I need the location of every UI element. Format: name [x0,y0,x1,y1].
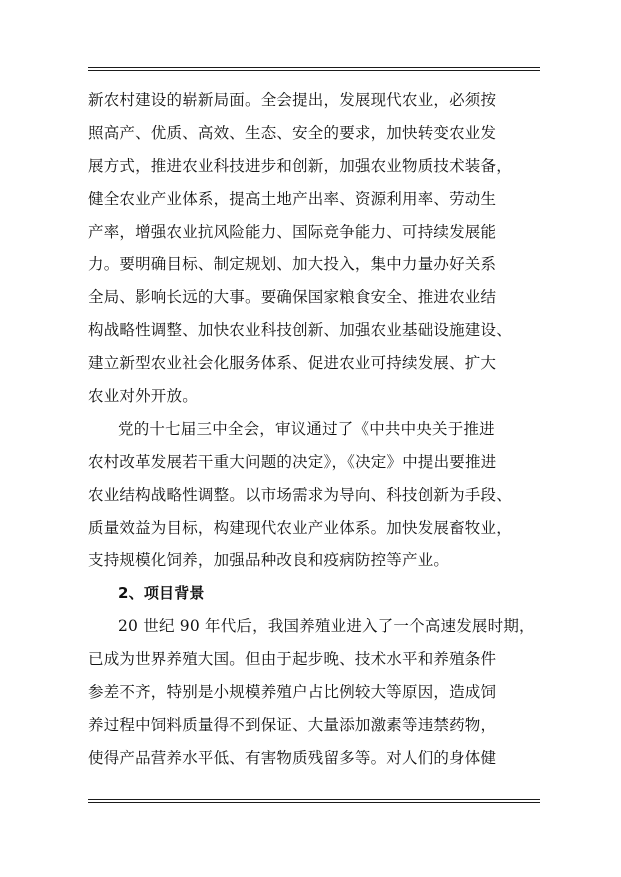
paragraph-line: 使得产品营养水平低、有害物质残留多等。对人们的身体健 [88,748,497,767]
paragraph-line: 农业结构战略性调整。以市场需求为导向、科技创新为手段、 [88,485,512,504]
paragraph-line: 养过程中饲料质量得不到保证、大量添加激素等违禁药物， [88,715,497,734]
paragraph-line: 参差不齐，特别是小规模养殖户占比例较大等原因，造成饲 [88,683,497,702]
paragraph-line: 已成为世界养殖大国。但由于起步晚、技术水平和养殖条件 [88,650,497,669]
paragraph-line: 健全农业产业体系，提高土地产出率、资源利用率、劳动生 [88,189,497,208]
paragraph-line: 全局、影响长远的大事。要确保国家粮食安全、推进农业结 [88,288,497,307]
paragraph-line: 力。要明确目标、制定规划、加大投入，集中力量办好关系 [88,255,497,274]
paragraph-line: 农村改革发展若干重大问题的决定》，《决定》中提出要推进 [88,452,497,471]
section-heading: 2、项目背景 [118,584,205,603]
paragraph-line: 党的十七届三中全会，审议通过了《中共中央关于推进 [118,419,495,438]
paragraph-line: 构战略性调整、加快农业科技创新、加强农业基础设施建设、 [88,321,512,340]
paragraph-line: 新农村建设的崭新局面。全会提出，发展现代农业，必须按 [88,91,497,109]
paragraph-line: 质量效益为目标，构建现代农业产业体系。加快发展畜牧业， [88,518,512,537]
paragraph-line: 展方式，推进农业科技进步和创新，加强农业物质技术装备， [88,156,512,175]
paragraph-line: 农业对外开放。 [88,387,198,406]
paragraph-line: 20 世纪 90 年代后，我国养殖业进入了一个高速发展时期， [118,617,535,636]
footer-rule [88,799,540,803]
header-rule [88,67,540,71]
paragraph-line: 照高产、优质、高效、生态、安全的要求，加快转变农业发 [88,123,497,142]
paragraph-line: 支持规模化饲养，加强品种改良和疫病防控等产业。 [88,551,450,570]
paragraph-line: 产率，增强农业抗风险能力、国际竞争能力、可持续发展能 [88,222,497,241]
paragraph-line: 建立新型农业社会化服务体系、促进农业可持续发展、扩大 [88,354,497,373]
document-body [88,84,544,775]
